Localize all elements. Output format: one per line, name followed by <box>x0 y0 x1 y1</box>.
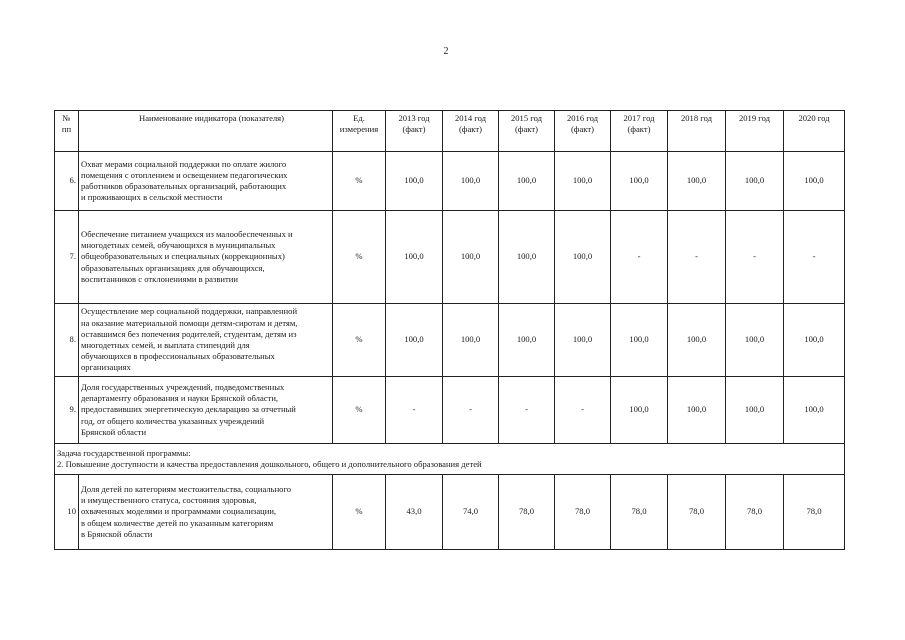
header-no: № пп <box>55 111 79 152</box>
indicator-name-line: департаменту образования и науки Брянской области, <box>81 393 279 404</box>
value-cell: 78,0 <box>611 475 668 550</box>
table-row <box>55 152 845 211</box>
header-year <box>611 111 668 152</box>
value-cell: 100,0 <box>555 304 611 377</box>
header-year <box>443 111 499 152</box>
header-year-label: 2018 год <box>680 113 713 123</box>
value-cell: 78,0 <box>499 475 555 550</box>
value-cell: 100,0 <box>499 211 555 304</box>
value-cell: 100,0 <box>726 152 784 211</box>
unit-cell: % <box>333 377 386 444</box>
value-cell: 100,0 <box>443 211 499 304</box>
value-cell: 100,0 <box>611 152 668 211</box>
header-year-label: 2020 год <box>798 113 830 123</box>
value-cell: 78,0 <box>784 475 845 550</box>
header-year-label: 2019 год <box>738 113 771 123</box>
indicator-name-line: обучающихся в профессиональных образовательных <box>81 351 275 362</box>
indicator-name-line: предоставивших энергетическую декларацию за отчетный <box>81 404 296 415</box>
indicator-name-line: Осуществление мер социальной поддержки, направленной <box>81 306 298 317</box>
section-heading <box>55 444 845 475</box>
value-cell: 100,0 <box>386 304 443 377</box>
section-title: Задача государственной программы: <box>57 447 191 458</box>
indicator-name-line: и проживающих в сельской местности <box>81 192 223 203</box>
value-cell: 100,0 <box>668 152 726 211</box>
header-year-label: 2016 год <box>566 113 599 123</box>
header-unit-line: измерения <box>339 124 379 135</box>
indicator-name-line: помещения с отоплением и освещением педагогических <box>81 169 288 180</box>
value-cell: 78,0 <box>668 475 726 550</box>
indicator-name-line: воспитанников с отклонениями в развитии <box>81 273 238 284</box>
indicator-name-line: Обеспечение питанием учащихся из малообеспеченных и <box>81 228 293 239</box>
row-number: 6. <box>55 152 79 211</box>
value-cell: 100,0 <box>726 304 784 377</box>
indicator-name-line: работников образовательных организаций, работающих <box>81 181 287 191</box>
header-year-label: 2017 год <box>623 113 655 123</box>
unit-cell: % <box>333 475 386 550</box>
value-cell: - <box>386 377 443 444</box>
header-year <box>386 111 443 152</box>
row-number: 7. <box>55 211 79 304</box>
row-number: 8. <box>55 304 79 377</box>
table-row <box>55 475 845 550</box>
value-cell: 43,0 <box>386 475 443 550</box>
value-cell: 100,0 <box>668 377 726 444</box>
page-number: 2 <box>443 46 449 57</box>
value-cell: 78,0 <box>726 475 784 550</box>
value-cell: - <box>443 377 499 444</box>
header-year-note: (факт) <box>402 124 426 135</box>
value-cell: 100,0 <box>555 211 611 304</box>
unit-cell: % <box>333 152 386 211</box>
value-cell: - <box>784 211 845 304</box>
indicator-name-line: на оказание материальной помощи детям-сиротам и детям, <box>81 317 298 328</box>
value-cell: 100,0 <box>668 304 726 377</box>
indicator-name-line: в Брянской области <box>81 528 153 539</box>
indicator-name-line: образовательных организациях для обучающихся, <box>81 262 265 273</box>
value-cell: 74,0 <box>443 475 499 550</box>
header-year <box>726 111 784 152</box>
value-cell: - <box>668 211 726 304</box>
indicator-name <box>79 377 333 444</box>
indicator-name-line: многодетных семей, обучающихся в муниципальных <box>81 240 276 251</box>
indicator-name-line: Доля государственных учреждений, подведомственных <box>81 381 285 392</box>
indicator-name-line: оставшимся без попечения родителей, студентам, детям из <box>81 328 297 339</box>
header-year <box>668 111 726 152</box>
indicator-name-line: общеобразовательных и специальных (коррекционных) <box>81 251 285 262</box>
value-cell: - <box>726 211 784 304</box>
indicator-name-line: год, от общего количества указанных учреждений <box>81 415 265 426</box>
header-year-note: (факт) <box>459 124 482 135</box>
header-unit <box>333 111 386 152</box>
unit-cell: % <box>333 211 386 304</box>
header-year-label: 2015 год <box>510 113 543 123</box>
indicator-name-line: организациях <box>81 362 131 373</box>
row-number: 9. <box>55 377 79 444</box>
value-cell: 100,0 <box>784 152 845 211</box>
indicator-table <box>54 110 845 550</box>
value-cell: - <box>611 211 668 304</box>
table-row <box>55 304 845 377</box>
value-cell: 100,0 <box>443 152 499 211</box>
value-cell: - <box>499 377 555 444</box>
indicator-name <box>79 211 333 304</box>
value-cell: 78,0 <box>555 475 611 550</box>
indicator-name <box>79 475 333 550</box>
header-year-label: 2014 год <box>454 113 487 123</box>
indicator-name-line: Брянской области <box>81 426 147 437</box>
header-year-label: 2013 год <box>398 113 430 123</box>
value-cell: 100,0 <box>443 304 499 377</box>
indicator-name <box>79 152 333 211</box>
header-year <box>499 111 555 152</box>
value-cell: 100,0 <box>611 304 668 377</box>
value-cell: 100,0 <box>386 152 443 211</box>
row-number: 10 <box>55 475 79 550</box>
indicator-name-line: охваченных моделями и программами социализации, <box>81 506 277 517</box>
header-year-note: (факт) <box>571 124 594 135</box>
indicator-name-line: в общем количестве детей по указанным категориям <box>81 517 274 528</box>
indicator-name-line: многодетных семей, и выплата стипендий для <box>81 340 250 350</box>
indicator-name-line: и имущественного статуса, состояния здоровья, <box>81 495 257 506</box>
indicator-name <box>79 304 333 377</box>
table-row <box>55 377 845 444</box>
indicator-name-line: Охват мерами социальной поддержки по оплате жилого <box>81 158 287 169</box>
indicator-name-line: Доля детей по категориям местожительства, социального <box>81 483 292 494</box>
value-cell: 100,0 <box>499 304 555 377</box>
value-cell: 100,0 <box>499 152 555 211</box>
value-cell: 100,0 <box>386 211 443 304</box>
header-unit-line: Ед. <box>353 113 365 123</box>
header-year-note: (факт) <box>627 124 651 135</box>
value-cell: 100,0 <box>784 304 845 377</box>
table-row <box>55 211 845 304</box>
value-cell: - <box>555 377 611 444</box>
value-cell: 100,0 <box>784 377 845 444</box>
header-year <box>784 111 845 152</box>
value-cell: 100,0 <box>555 152 611 211</box>
section-task: 2. Повышение доступности и качества предоставления дошкольного, общего и дополнительного образования детей <box>57 459 482 469</box>
header-name: Наименование индикатора (показателя) <box>79 111 333 152</box>
header-year-note: (факт) <box>515 124 538 135</box>
header-year <box>555 111 611 152</box>
value-cell: 100,0 <box>611 377 668 444</box>
value-cell: 100,0 <box>726 377 784 444</box>
unit-cell: % <box>333 304 386 377</box>
section-row <box>55 444 845 475</box>
table-header-row <box>55 111 845 152</box>
